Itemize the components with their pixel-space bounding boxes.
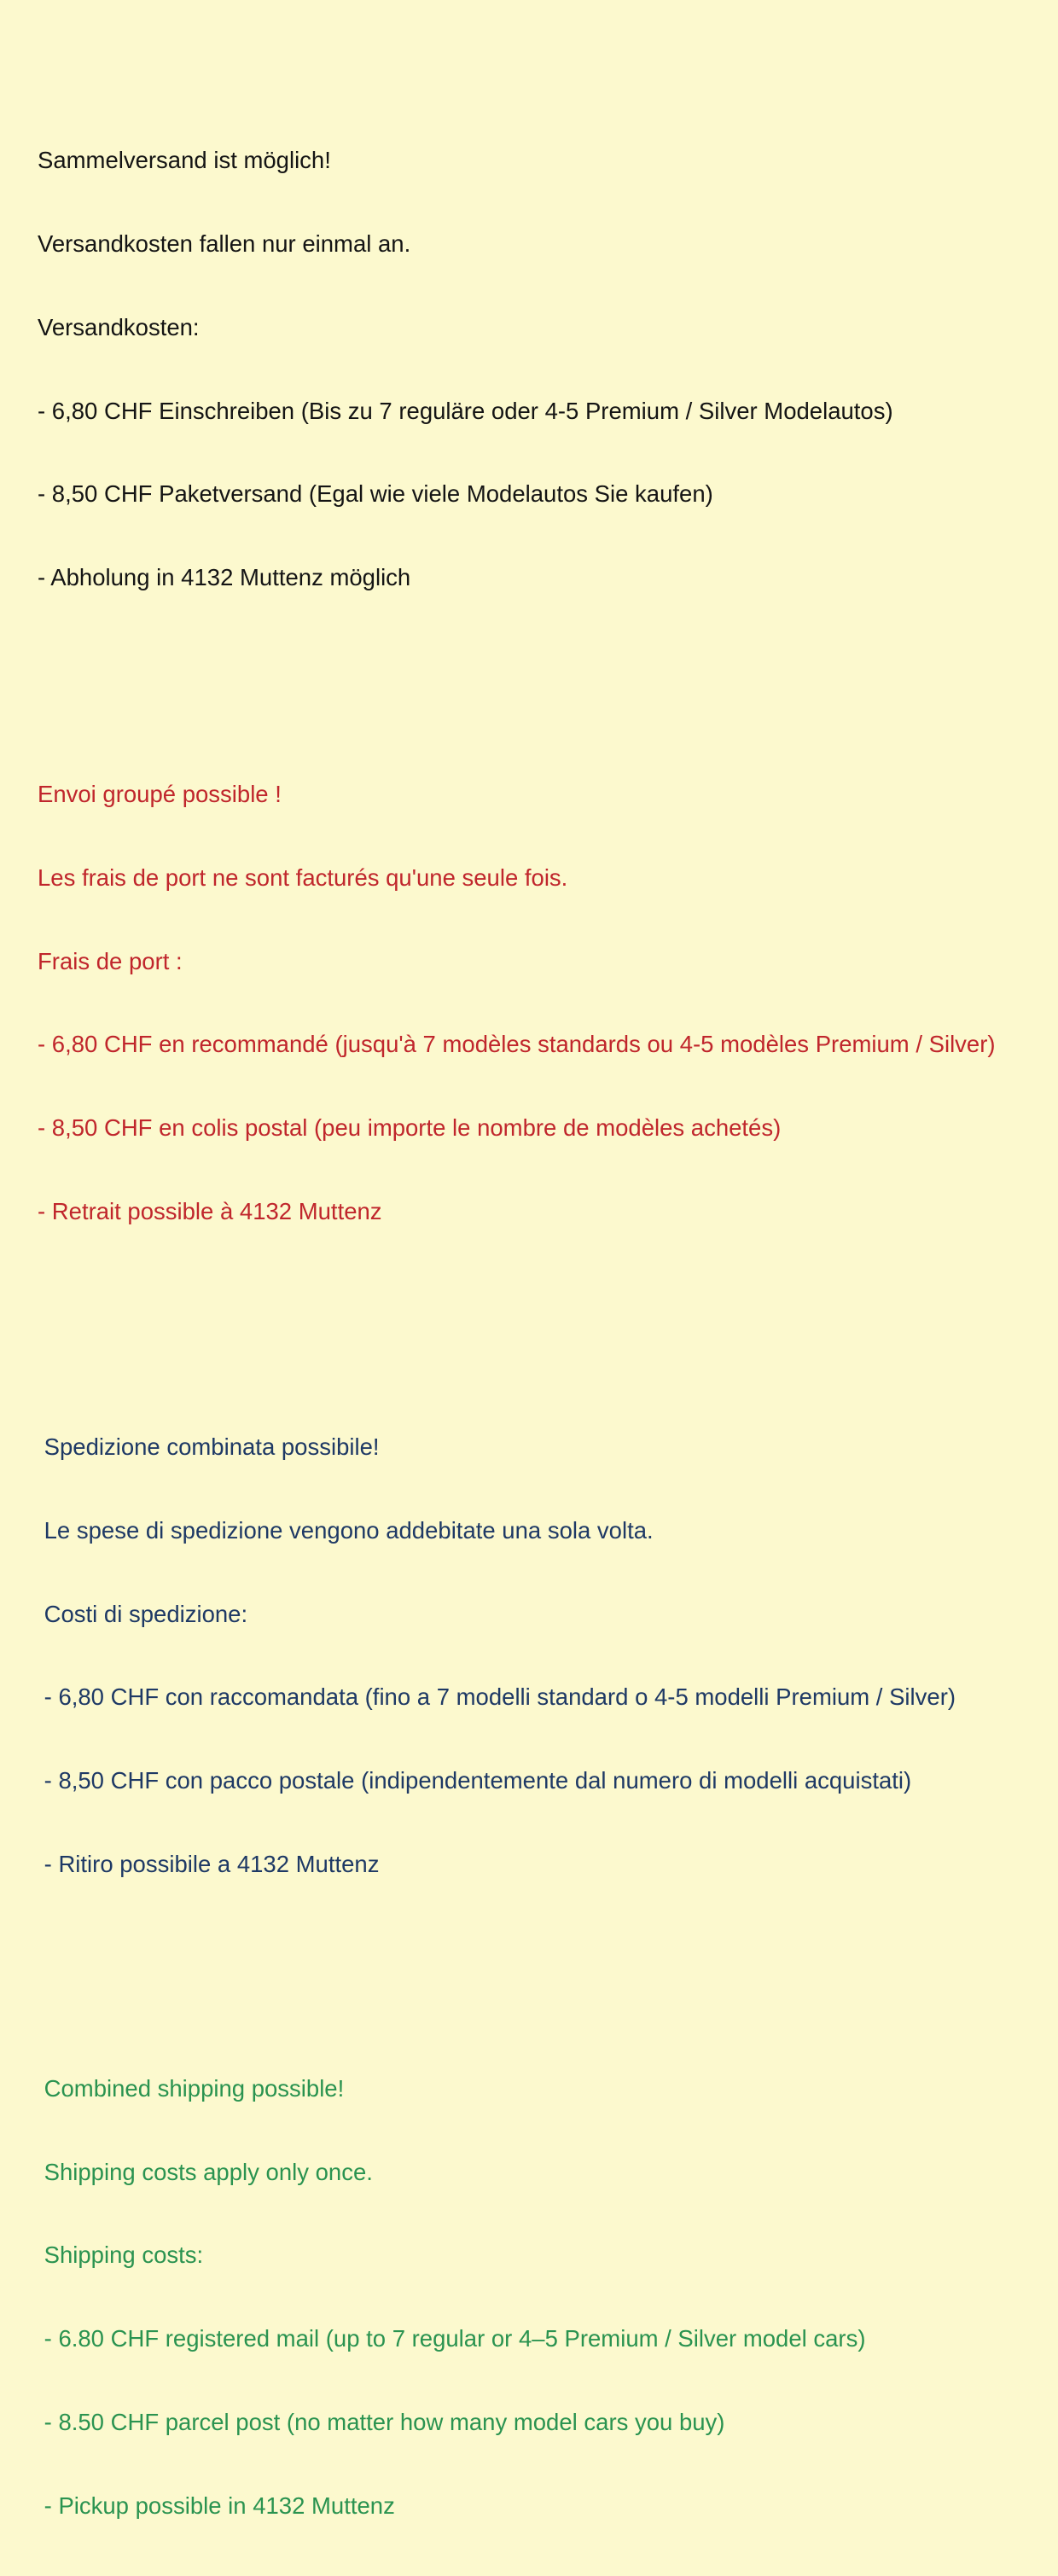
text-line: Le spese di spedizione vengono addebitate una sola volta. [38, 1516, 654, 1544]
text-line: Shipping costs apply only once. [38, 2158, 373, 2185]
text-line: - 6,80 CHF en recommandé (jusqu'à 7 modèles standards ou 4-5 modèles Premium / Silver) [38, 1031, 996, 1058]
text-line: Shipping costs: [38, 2242, 204, 2269]
text-line: Costi di spedizione: [38, 1600, 248, 1627]
text-line: - 8,50 CHF con pacco postale (indipendentemente dal numero di modelli acquistati) [38, 1767, 912, 1794]
text-line: Sammelversand ist möglich! [38, 147, 331, 174]
shipping-info-german [38, 91, 1041, 648]
text-line: Versandkosten: [38, 313, 200, 340]
text-line: Envoi groupé possible ! [38, 781, 282, 808]
text-line: - 8,50 CHF en colis postal (peu importe le nombre de modèles achetés) [38, 1114, 782, 1142]
text-line: - 8,50 CHF Paketversand (Egal wie viele Modelautos Sie kaufen) [38, 480, 713, 508]
text-line: - Ritiro possibile a 4132 Muttenz [38, 1850, 380, 1877]
text-line: - 6,80 CHF con raccomandata (fino a 7 modelli standard o 4-5 modelli Premium / Silver) [38, 1683, 956, 1711]
shipping-info-french [38, 725, 1041, 1282]
text-line: Les frais de port ne sont facturés qu'une seule fois. [38, 864, 568, 891]
text-line: Spedizione combinata possibile! [38, 1433, 380, 1460]
text-line: - 6,80 CHF Einschreiben (Bis zu 7 reguläre oder 4-5 Premium / Silver Modelautos) [38, 397, 893, 424]
shipping-info-english [38, 2020, 1041, 2576]
text-line: - Abholung in 4132 Muttenz möglich [38, 564, 411, 591]
text-line: Versandkosten fallen nur einmal an. [38, 230, 411, 257]
text-line: Combined shipping possible! [38, 2074, 345, 2102]
text-line: - 8.50 CHF parcel post (no matter how many model cars you buy) [38, 2408, 725, 2435]
shipping-info-italian [38, 1378, 1041, 1934]
text-line: - 6.80 CHF registered mail (up to 7 regular or 4–5 Premium / Silver model cars) [38, 2325, 866, 2352]
text-line: - Retrait possible à 4132 Muttenz [38, 1197, 382, 1224]
text-line: Frais de port : [38, 947, 183, 974]
text-line: - Pickup possible in 4132 Muttenz [38, 2492, 395, 2519]
